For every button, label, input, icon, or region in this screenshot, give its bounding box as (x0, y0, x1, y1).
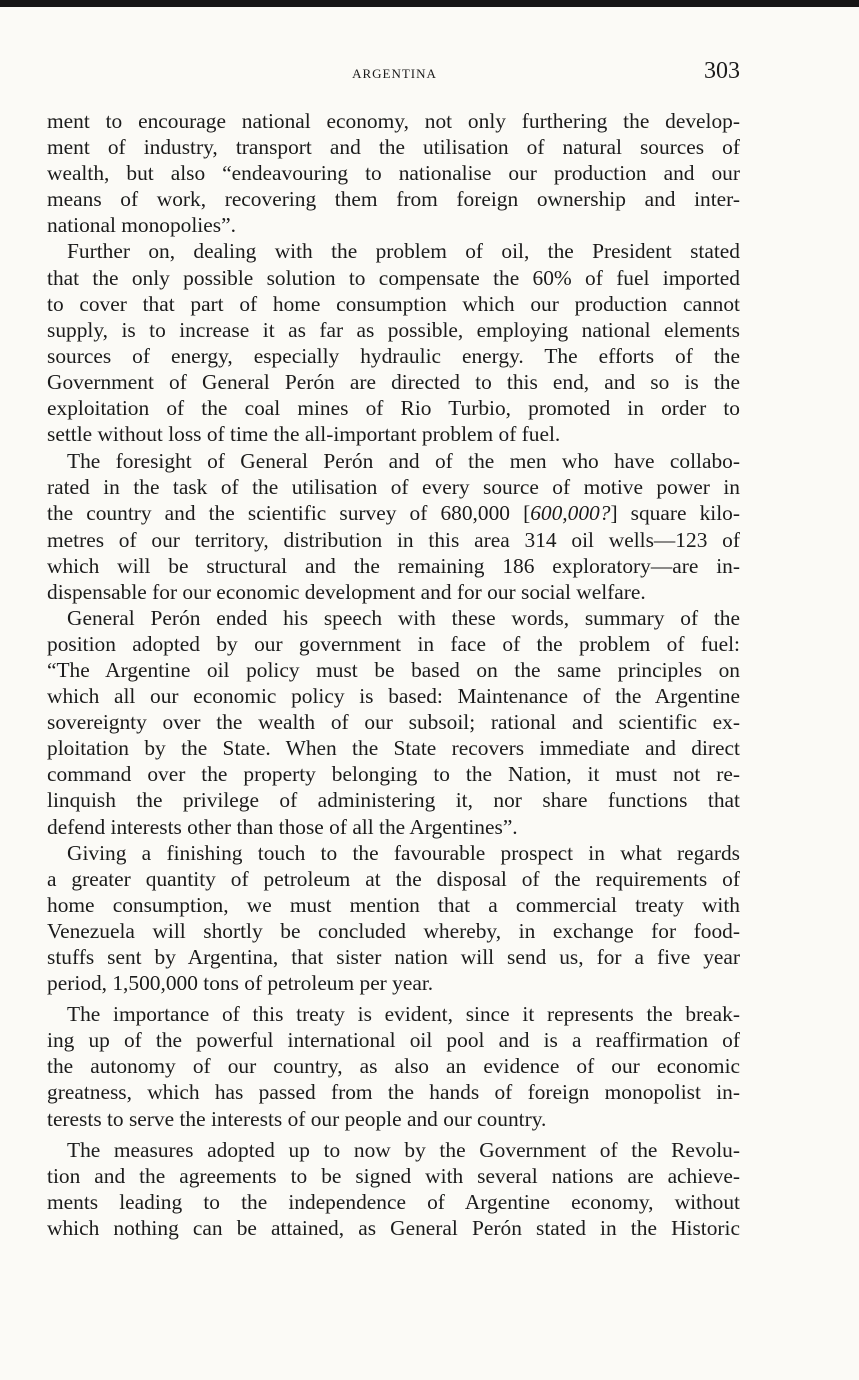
text-line: metres of our territory, distribution in this area 314 oil wells—123 of (47, 527, 740, 552)
text-run: ] square kilo- (610, 501, 740, 526)
text-line: position adopted by our government in face of the problem of fuel: (47, 631, 740, 656)
text-line: which will be structural and the remaining 186 exploratory—are in- (47, 553, 740, 578)
text-line: a greater quantity of petroleum at the disposal of the requirements of (47, 866, 740, 891)
text-line: means of work, recovering them from foreign ownership and inter- (47, 187, 740, 212)
paragraph-3 (47, 448, 740, 605)
text-line: which all our economic policy is based: Maintenance of the Argentine (47, 684, 740, 709)
text-line: General Perón ended his speech with these words, summary of the (67, 605, 740, 630)
text-line: “The Argentine oil policy must be based on the same principles on (47, 657, 740, 682)
text-line: supply, is to increase it as far as possible, employing national elements (47, 317, 740, 342)
text-line: The measures adopted up to now by the Government of the Revolu- (67, 1137, 740, 1162)
editorial-correction: 600,000? (530, 501, 611, 526)
paragraph-6 (47, 1001, 740, 1131)
text-line: sovereignty over the wealth of our subsoil; rational and scientific ex- (47, 710, 740, 735)
text-line: linquish the privilege of administering it, nor share functions that (47, 788, 740, 813)
text-line: ploitation by the State. When the State recovers immediate and direct (47, 736, 740, 761)
text-line: The foresight of General Perón and of the men who have collabo- (67, 449, 740, 474)
text-run: the country and the scientific survey of 680,000 [ (47, 501, 531, 526)
paragraph-5 (47, 840, 740, 997)
text-line: exploitation of the coal mines of Rio Turbio, promoted in order to (47, 396, 740, 421)
text-line: which nothing can be attained, as General Perón stated in the Historic (47, 1215, 740, 1240)
text-line: dispensable for our economic development and for our social welfare. (47, 579, 646, 604)
text-line: national monopolies”. (47, 213, 236, 238)
text-line: ing up of the powerful international oil pool and is a reaffirmation of (47, 1028, 740, 1053)
text-line: Giving a finishing touch to the favourable prospect in what regards (67, 840, 740, 865)
text-line: terests to serve the interests of our people and our country. (47, 1106, 547, 1131)
page-number: 303 (704, 58, 740, 84)
text-line: defend interests other than those of all the Argentines”. (47, 814, 518, 839)
text-line: to cover that part of home consumption which our production cannot (47, 291, 740, 316)
text-line: greatness, which has passed from the hands of foreign monopolist in- (47, 1080, 740, 1105)
text-line: period, 1,500,000 tons of petroleum per year. (47, 971, 434, 996)
paragraph-1 (47, 108, 740, 238)
paragraph-4 (47, 605, 740, 840)
text-line: Further on, dealing with the problem of oil, the President stated (67, 239, 740, 264)
text-line: command over the property belonging to the Nation, it must not re- (47, 762, 740, 787)
paragraph-2 (47, 238, 740, 447)
running-title: ARGENTINA (352, 66, 437, 81)
text-line: sources of energy, especially hydraulic energy. The efforts of the (47, 343, 740, 368)
text-line: the autonomy of our country, as also an evidence of our economic (47, 1054, 740, 1079)
page-top-edge (0, 0, 859, 7)
text-line: home consumption, we must mention that a commercial treaty with (47, 892, 740, 917)
text-line: ment of industry, transport and the utilisation of natural sources of (47, 135, 740, 160)
text-line: rated in the task of the utilisation of every source of motive power in (47, 475, 740, 500)
text-line: The importance of this treaty is evident, since it represents the break- (67, 1002, 740, 1027)
text-line: stuffs sent by Argentina, that sister nation will send us, for a five year (47, 945, 740, 969)
text-line: ments leading to the independence of Argentine economy, without (47, 1189, 740, 1214)
text-line: wealth, but also “endeavouring to nationalise our production and our (47, 161, 740, 186)
text-line: settle without loss of time the all-important problem of fuel. (47, 422, 561, 447)
text-line: tion and the agreements to be signed with several nations are achieve- (47, 1163, 740, 1188)
text-line (47, 500, 740, 526)
running-head (47, 58, 742, 92)
paragraph-7 (47, 1137, 740, 1241)
text-line: ment to encourage national economy, not only furthering the develop- (47, 109, 740, 133)
text-line: Government of General Perón are directed to this end, and so is the (47, 369, 740, 394)
text-line: Venezuela will shortly be concluded whereby, in exchange for food- (47, 918, 740, 943)
text-line: that the only possible solution to compensate the 60% of fuel imported (47, 265, 740, 290)
body-text (47, 108, 740, 1241)
